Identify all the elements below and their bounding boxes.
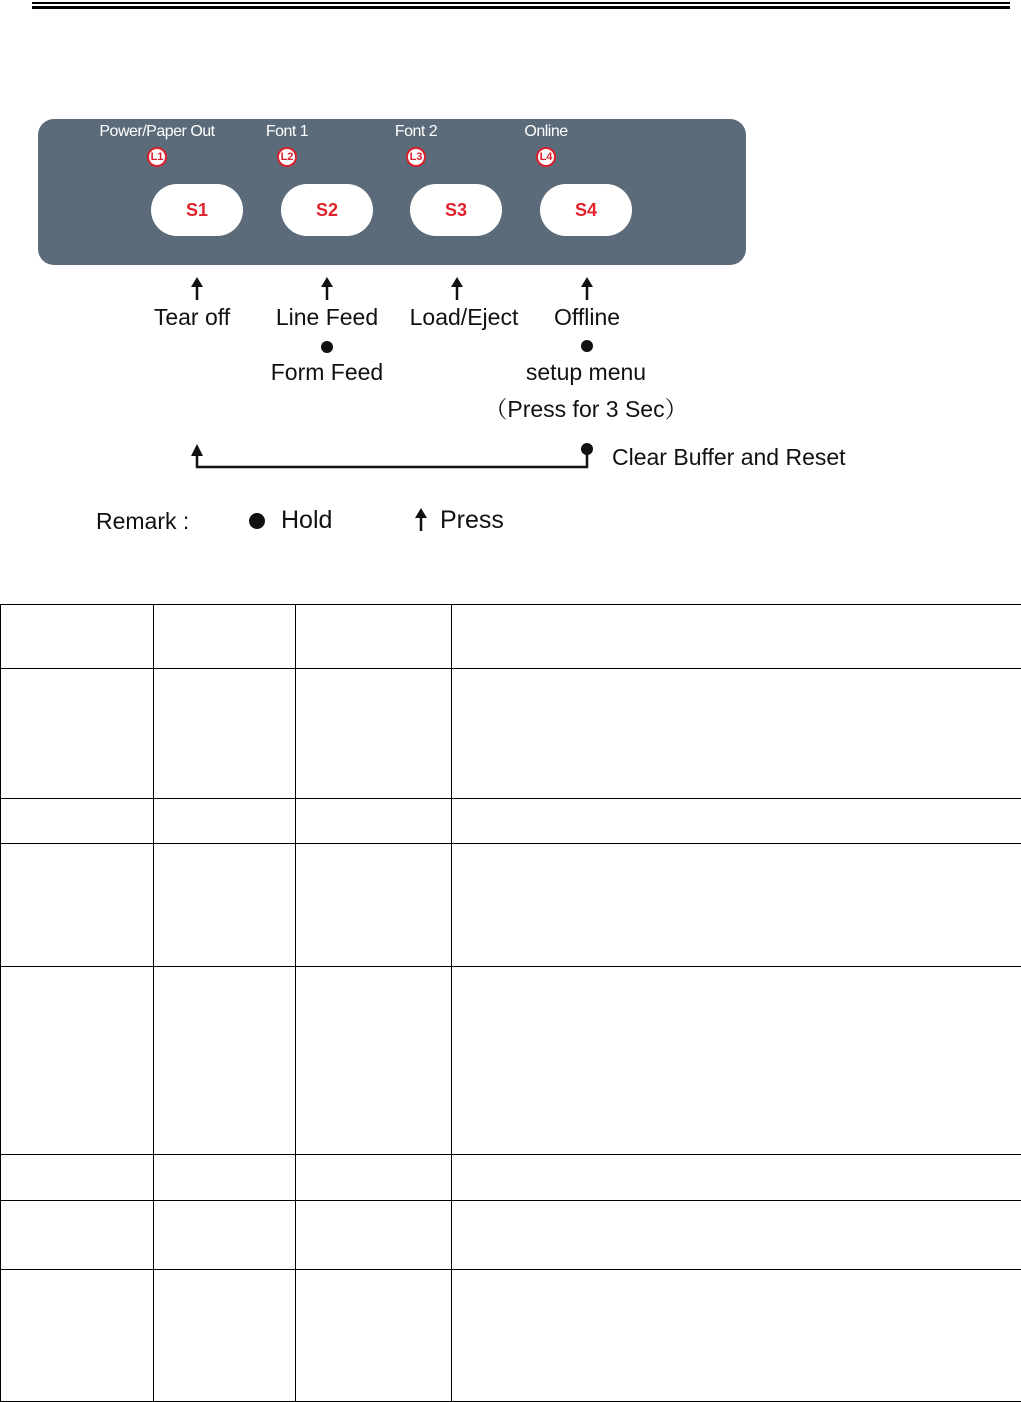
legend-hold-label: Hold bbox=[281, 506, 333, 534]
hold-dot-icon bbox=[581, 340, 593, 352]
s1-button[interactable]: S1 bbox=[151, 184, 243, 236]
clear-buffer-connector bbox=[197, 452, 587, 467]
press-arrow-icon bbox=[321, 277, 333, 300]
hold-dot-icon bbox=[581, 443, 593, 455]
led-l4-indicator: L4 bbox=[536, 147, 556, 167]
table-row bbox=[1, 605, 1021, 669]
legend-press-label: Press bbox=[440, 506, 504, 534]
form-feed-label: Form Feed bbox=[270, 359, 384, 385]
function-table bbox=[0, 604, 1021, 1402]
clear-buffer-label: Clear Buffer and Reset bbox=[612, 444, 846, 470]
press-3-sec-note: （Press for 3 Sec） bbox=[484, 396, 688, 422]
led-label-font1: Font 1 bbox=[265, 123, 309, 140]
remark-label: Remark : bbox=[96, 508, 190, 534]
press-arrow-icon bbox=[191, 277, 203, 300]
table-row bbox=[1, 799, 1021, 844]
table-row bbox=[1, 967, 1021, 1155]
s3-button[interactable]: S3 bbox=[410, 184, 502, 236]
s2-button[interactable]: S2 bbox=[281, 184, 373, 236]
table-row bbox=[1, 844, 1021, 967]
setup-menu-label: setup menu bbox=[525, 359, 647, 385]
s4-button[interactable]: S4 bbox=[540, 184, 632, 236]
led-l3-indicator: L3 bbox=[406, 147, 426, 167]
table-row bbox=[1, 1201, 1021, 1270]
led-label-online: Online bbox=[524, 123, 568, 140]
press-arrow-icon bbox=[451, 277, 463, 300]
led-label-power-paper-out: Power/Paper Out bbox=[99, 123, 215, 140]
led-l2-indicator: L2 bbox=[277, 147, 297, 167]
offline-label: Offline bbox=[553, 304, 621, 330]
table-row bbox=[1, 1270, 1021, 1402]
line-feed-label: Line Feed bbox=[275, 304, 379, 330]
table-row bbox=[1, 669, 1021, 799]
tear-off-label: Tear off bbox=[153, 304, 231, 330]
legend-hold-dot-icon bbox=[249, 513, 265, 529]
load-eject-label: Load/Eject bbox=[409, 304, 519, 330]
press-arrow-icon bbox=[581, 277, 593, 300]
legend-press-arrow-icon bbox=[415, 508, 427, 531]
table-row bbox=[1, 1155, 1021, 1201]
led-label-font2: Font 2 bbox=[394, 123, 438, 140]
hold-dot-icon bbox=[321, 341, 333, 353]
led-l1-indicator: L1 bbox=[147, 147, 167, 167]
press-arrow-icon bbox=[191, 444, 203, 456]
